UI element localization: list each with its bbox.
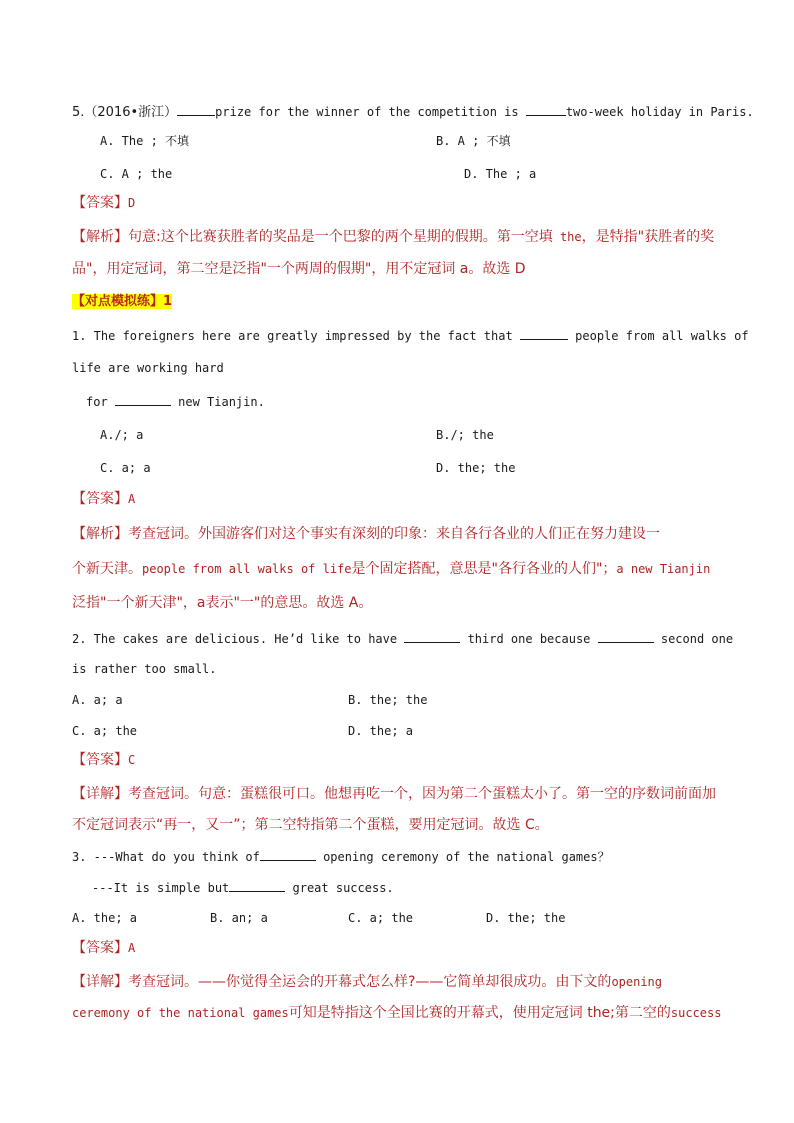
blank [404, 631, 460, 643]
q3-option-c: C. a; the [348, 911, 414, 925]
q1-option-d: D. the; the [436, 461, 516, 475]
blank [115, 394, 171, 406]
q5-option-a: A. The ; 不填 [100, 134, 190, 148]
q1-option-c: C. a; a [100, 461, 151, 475]
q3-answer [72, 941, 135, 955]
answer-value: A [128, 941, 136, 955]
q5-option-c: C. A ; the [100, 167, 173, 181]
q1-explanation-line1: 【解析】考查冠词。外国游客们对这个事实有深刻的印象：来自各行各业的人们正在努力建设一 [72, 526, 660, 542]
q3-stem-line1: 3. ---What do you think of opening ceremony of the national games？ [72, 850, 610, 864]
answer-value: D [128, 196, 136, 210]
q3-explanation-line1: 【详解】考查冠词。——你觉得全运会的开幕式怎么样?——它简单却很成功。由下文的opening [72, 974, 663, 990]
q5-stem [72, 104, 754, 122]
q1-answer [72, 492, 135, 506]
q2-answer [72, 753, 135, 767]
q1-option-b: B./; the [436, 428, 494, 442]
blank [177, 104, 215, 116]
q5-explanation-line2: 品"，用定冠词，第二空是泛指"一个两周的假期"，用不定冠词 a。故选 D [72, 261, 526, 277]
blank [520, 328, 568, 340]
answer-value: A [128, 492, 136, 506]
answer-tag: 【答案】 [72, 195, 128, 211]
answer-tag: 【答案】 [72, 752, 128, 768]
section-label: 【对点模拟练】1 [72, 294, 173, 309]
q1-explanation-line3: 泛指"一个新天津"，a表示"一"的意思。故选 A。 [72, 595, 373, 611]
answer-tag: 【答案】 [72, 491, 128, 507]
q1-stem-line3: for new Tianjin. [86, 395, 265, 409]
q5-answer [72, 196, 135, 210]
blank [229, 880, 285, 892]
q3-option-b: B. an; a [210, 911, 268, 925]
q2-option-c: C. a; the [72, 724, 138, 738]
q2-explanation-line1: 【详解】考查冠词。句意：蛋糕很可口。他想再吃一个，因为第二个蛋糕太小了。第一空的序数词前面加 [72, 786, 716, 802]
q5-explanation-line1: 【解析】句意:这个比赛获胜者的奖品是一个巴黎的两个星期的假期。第一空填 the，是特指"获胜者的奖 [72, 229, 715, 245]
q3-option-d: D. the; the [486, 911, 566, 925]
q2-option-b: B. the; the [348, 693, 428, 707]
blank [598, 631, 654, 643]
q1-explanation-line2: 个新天津。people from all walks of life是个固定搭配，意思是"各行各业的人们"；a new Tianjin [72, 561, 711, 577]
q5-number: 5.（2016•浙江） [72, 105, 178, 120]
blank [260, 849, 316, 861]
section-heading [72, 294, 172, 309]
q1-option-a: A./; a [100, 428, 144, 442]
q2-option-a: A. a; a [72, 693, 123, 707]
q5-text-end: two-week holiday in Paris. [565, 105, 754, 119]
q5-text: prize for the winner of the competition is [215, 105, 526, 119]
q2-explanation-line2: 不定冠词表示“再一，又一”；第二空特指第二个蛋糕，要用定冠词。故选 C。 [72, 817, 549, 833]
answer-value: C [128, 753, 136, 767]
blank [526, 104, 566, 116]
q1-stem-line2: life are working hard [72, 361, 224, 375]
q1-stem-line1: 1. The foreigners here are greatly impressed by the fact that people from all walks of [72, 329, 749, 343]
q3-stem-line2: ---It is simple but great success. [92, 881, 394, 895]
q2-stem-line1: 2. The cakes are delicious. He’d like to have third one because second one [72, 632, 734, 646]
q5-option-d: D. The ; a [464, 167, 537, 181]
q2-option-d: D. the; a [348, 724, 414, 738]
q3-option-a: A. the; a [72, 911, 138, 925]
q3-explanation-line2: ceremony of the national games可知是特指这个全国比赛的开幕式，使用定冠词 the;第二空的success [72, 1005, 722, 1021]
answer-tag: 【答案】 [72, 940, 128, 956]
q2-stem-line2: is rather too small. [72, 662, 217, 676]
q5-option-b: B. A ; 不填 [436, 134, 511, 148]
